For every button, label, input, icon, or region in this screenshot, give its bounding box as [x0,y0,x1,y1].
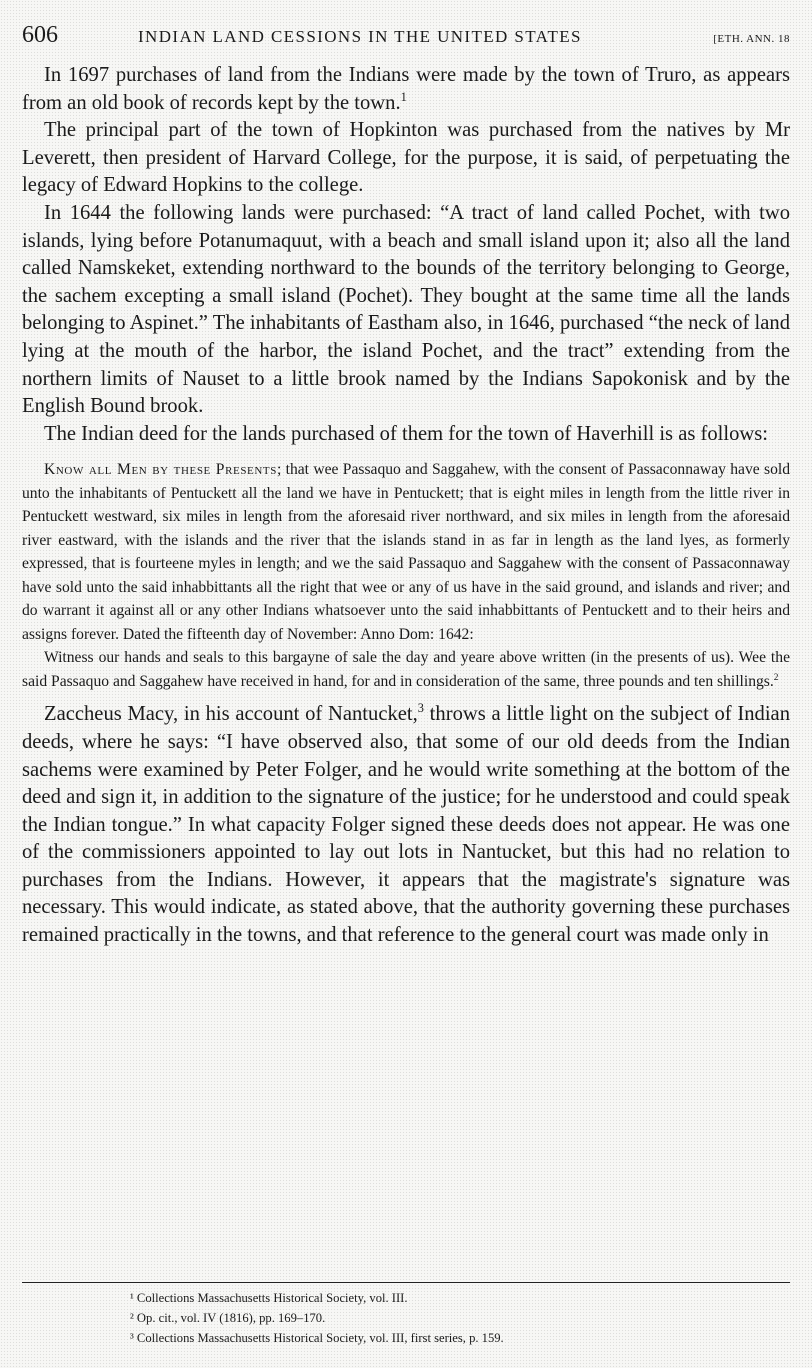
page-header [22,22,790,62]
footnote: ² Op. cit., vol. IV (1816), pp. 169–170. [130,1311,326,1325]
paragraph [22,62,790,117]
footnote: ³ Collections Massachusetts Historical Society, vol. III, first series, p. 159. [130,1331,504,1345]
body-text [22,62,790,950]
footnote-ref: 3 [417,701,424,716]
deed-witness [22,646,790,693]
paragraph-text: In 1697 purchases of land from the Indians were made by the town of Truro, as appears from an old book of records kept by the town. [22,64,790,114]
paragraph: The principal part of the town of Hopkinton was purchased from the natives by Mr Leverett, then president of Harvard College, for the purpose, it is said, of perpetuating the legacy of Edward Hopkins to the college. [22,119,790,197]
footnote: ¹ Collections Massachusetts Historical Society, vol. III. [130,1291,408,1305]
footnote-ref: 1 [400,89,407,104]
witness-text: Witness our hands and seals to this bargayne of sale the day and yeare above written (in the presents of us). Wee the said Passaquo and Saggahew have received in hand, for and in consideration of the same, three pounds and ten shillings. [22,649,790,690]
deed-body: ; that wee Passaquo and Saggahew, with the consent of Passaconnaway have sold unto the inhabitants of Pentuckett all the land we have in Pentuckett; that is eight miles in length from the little river in Pentuckett westward, six miles in length from the aforesaid river northward, and six miles in length from the aforesaid river eastward, with the islands and the river that the islands stand in as far in length as the land lyes, as formerly expressed, that is fourteene myles in length; and we the said Passaquo and Saggahew with the consent of Passaconnaway have sold unto the said inhabbittants all the right that wee or any of us have in the said ground, and islands and river; and do warrant it against all or any other Indians whatsoever unto the said inhabbittants of Pentuckett and to their heirs and assigns forever. Dated the fifteenth day of November: Anno Dom: 1642: [22,461,791,643]
paragraph: The Indian deed for the lands purchased of them for the town of Haverhill is as follows: [44,422,769,445]
running-title: INDIAN LAND CESSIONS IN THE UNITED STATES [138,27,582,46]
closing-text-end: throws a little light on the subject of Indian deeds, where he says: “I have observed also, that some of our old deeds from the Indian sachems were examined by Peter Folger, and he would write something at the bottom of the deed and sign it, in addition to the signature of the justice; for he understood and could speak the Indian tongue.” In what capacity Folger signed these deeds does not appear. He was one of the commissioners appointed to lay out lots in Nantucket, but this had no relation to purchases from the Indians. However, it appears that the magistrate's signature was necessary. This would indicate, as stated above, that the authority governing these purchases remained practically in the towns, and that reference to the general court was made only in [22,703,790,947]
page-number: 606 [22,22,58,48]
deed-quotation [22,458,790,693]
deed-opening: Know all Men by these Presents [44,461,277,479]
closing-text-start: Zaccheus Macy, in his account of Nantucket, [44,703,418,726]
footnotes [22,1282,790,1348]
paragraph [22,701,790,949]
footnote-divider [22,1282,790,1283]
footnote-ref: 2 [773,672,779,683]
paragraph: In 1644 the following lands were purchased: “A tract of land called Pochet, with two islands, lying before Potanumaquut, with a beach and small island upon it; also all the land called Namskeket, extending northward to the bounds of the territory belonging to George, the sachem excepting a small island (Pochet). They bought at the same time all the lands belonging to Aspinet.” The inhabitants of Eastham also, in 1646, purchased “the neck of land lying at the mouth of the harbor, the island Pochet, and the tract” extending from the northern limits of Nauset to a little brook named by the Indians Sapokonisk and by the English Bound brook. [22,201,790,418]
running-tag: [ETH. ANN. 18 [713,33,790,45]
deed-text [22,458,790,646]
